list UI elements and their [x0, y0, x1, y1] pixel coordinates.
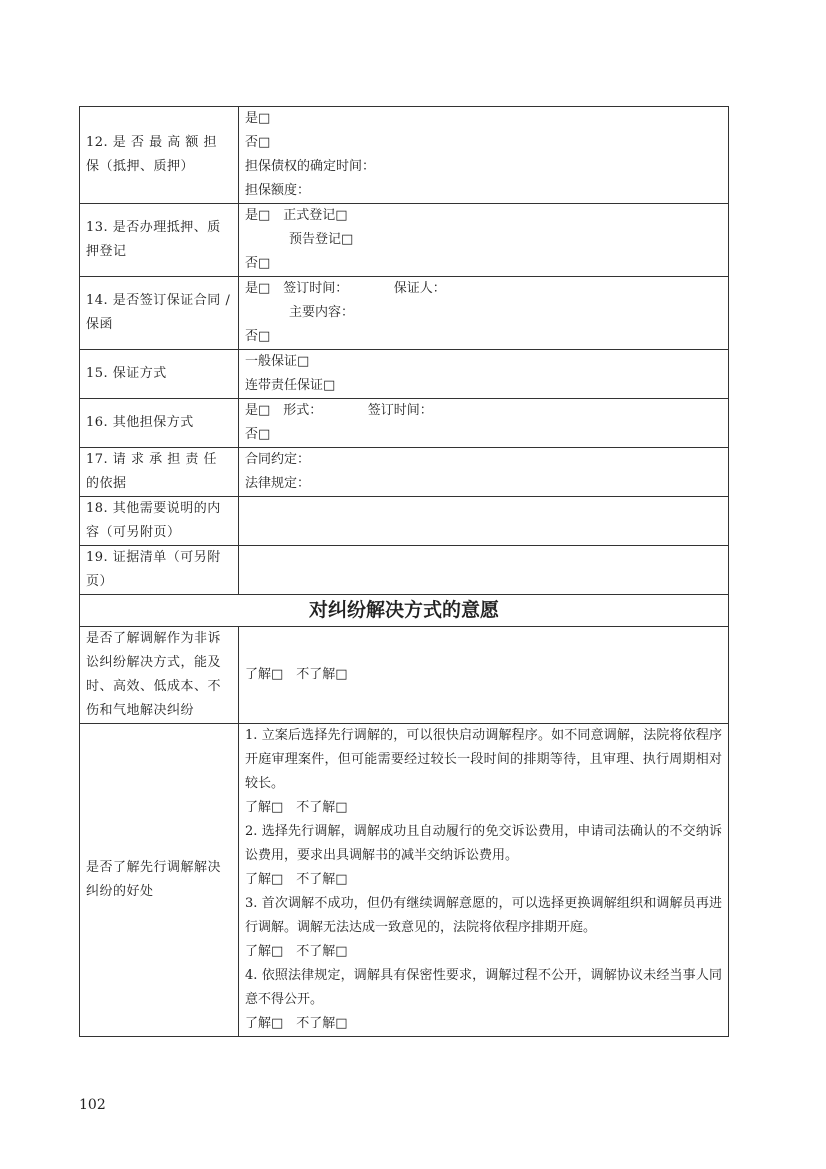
item-text: 4. 依照法律规定，调解具有保密性要求，调解过程不公开，调解协议未经当事人同意不得公开。	[245, 968, 722, 1007]
option-no[interactable]: 否□	[245, 329, 271, 344]
item-text: 3. 首次调解不成功，但仍有继续调解意愿的，可以选择更换调解组织和调解员再进行调解。调解无法达成一致意见的，法院将依程序排期开庭。	[245, 896, 722, 935]
table-row	[80, 107, 729, 204]
option-no[interactable]: 否□	[245, 427, 271, 442]
answer-options[interactable]: 了解□ 不了解□	[245, 872, 348, 887]
row-label: 14. 是否签订保证合同 / 保函	[80, 277, 239, 350]
row-label: 18. 其他需要说明的内容（可另附页）	[80, 497, 239, 546]
table-row	[80, 627, 729, 724]
answer-options[interactable]: 了解□ 不了解□	[245, 1016, 348, 1031]
row-label: 16. 其他担保方式	[80, 399, 239, 448]
table-row	[80, 448, 729, 497]
row-label: 是否了解先行调解解决纠纷的好处	[80, 724, 239, 1037]
field-label: 合同约定：	[245, 452, 311, 467]
item-text: 2. 选择先行调解，调解成功且自动履行的免交诉讼费用，申请司法确认的不交纳诉讼费用，要求出具调解书的减半交纳诉讼费用。	[245, 824, 722, 863]
table-row	[80, 546, 729, 595]
item-text: 1. 立案后选择先行调解的，可以很快启动调解程序。如不同意调解，法院将依程序开庭审理案件，但可能需要经过较长一段时间的排期等待，且审理、执行周期相对较长。	[245, 728, 722, 791]
row-label: 15. 保证方式	[80, 350, 239, 399]
table-row	[80, 724, 729, 1037]
answer-options[interactable]: 了解□ 不了解□	[245, 800, 348, 815]
row-label: 12. 是 否 最 高 额 担 保（抵押、质押）	[80, 107, 239, 204]
field-label: 法律规定：	[245, 476, 311, 491]
row-label: 是否了解调解作为非诉讼纠纷解决方式，能及时、高效、低成本、不伤和气地解决纠纷	[80, 627, 239, 724]
table-row	[80, 399, 729, 448]
option-yes[interactable]: 是□	[245, 111, 271, 126]
row-label: 17. 请 求 承 担 责 任 的依据	[80, 448, 239, 497]
option-no[interactable]: 否□	[245, 256, 271, 271]
field-label: 担保额度：	[245, 183, 311, 198]
form-table	[79, 106, 729, 1037]
page-number: 102	[79, 1097, 106, 1113]
empty-cell[interactable]	[239, 546, 729, 595]
answer-options[interactable]: 了解□ 不了解□	[245, 944, 348, 959]
table-row	[80, 350, 729, 399]
option-yes[interactable]: 是□ 签订时间： 保证人：	[245, 281, 446, 296]
empty-cell[interactable]	[239, 497, 729, 546]
row-label: 19. 证据清单（可另附页）	[80, 546, 239, 595]
option-yes[interactable]: 是□ 正式登记□	[245, 208, 348, 223]
table-row	[80, 595, 729, 627]
section-title: 对纠纷解决方式的意愿	[80, 595, 729, 627]
option-general[interactable]: 一般保证□	[245, 354, 310, 369]
row-label: 13. 是否办理抵押、质押登记	[80, 204, 239, 277]
field-label: 主要内容：	[289, 305, 355, 320]
option-joint[interactable]: 连带责任保证□	[245, 378, 336, 393]
option-sub[interactable]: 预告登记□	[289, 232, 354, 247]
table-row	[80, 277, 729, 350]
answer-options[interactable]: 了解□ 不了解□	[245, 667, 348, 682]
option-yes[interactable]: 是□ 形式： 签订时间：	[245, 403, 433, 418]
table-row	[80, 497, 729, 546]
option-no[interactable]: 否□	[245, 135, 271, 150]
field-label: 担保债权的确定时间：	[245, 159, 376, 174]
table-row	[80, 204, 729, 277]
